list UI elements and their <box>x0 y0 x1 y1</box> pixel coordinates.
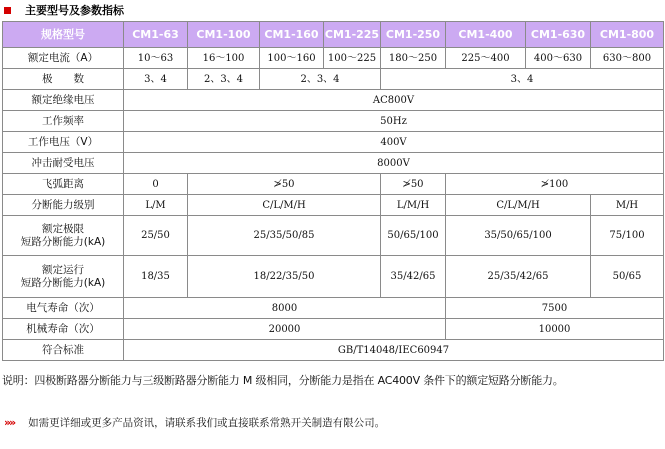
red-square-icon <box>4 7 11 14</box>
row-label: 额定绝缘电压 <box>3 90 124 111</box>
table-cell: 10000 <box>446 319 664 340</box>
table-cell: ≯50 <box>381 174 446 195</box>
table-row <box>3 132 664 153</box>
table-cell: 3、4 <box>124 69 188 90</box>
table-row <box>3 90 664 111</box>
contact-text: 如需更详细或更多产品资讯，请联系我们或直接联系常熟开关制造有限公司。 <box>28 417 386 429</box>
table-cell: 180～250 <box>381 48 446 69</box>
row-label: 工作电压（V） <box>3 132 124 153</box>
table-row <box>3 216 664 256</box>
header-cell: 规格型号 <box>3 22 124 48</box>
table-cell: 100～225 <box>324 48 381 69</box>
row-label: 电气寿命（次） <box>3 298 124 319</box>
table-cell: 400V <box>124 132 664 153</box>
table-cell: 2、3、4 <box>260 69 381 90</box>
table-cell: AC800V <box>124 90 664 111</box>
table-cell: 25/50 <box>124 216 188 256</box>
header-cell: CM1-800 <box>591 22 664 48</box>
table-cell: ≯100 <box>446 174 664 195</box>
header-cell: CM1-400 <box>446 22 526 48</box>
table-cell: 25/35/42/65 <box>446 256 591 298</box>
table-header-row <box>3 22 664 48</box>
row-label <box>3 216 124 256</box>
row-label: 额定电流（A） <box>3 48 124 69</box>
table-cell: 7500 <box>446 298 664 319</box>
table-row <box>3 111 664 132</box>
row-label-line: 额定极限 <box>42 222 84 235</box>
table-cell: GB/T14048/IEC60947 <box>124 340 664 361</box>
table-cell: 8000V <box>124 153 664 174</box>
table-cell: 50/65/100 <box>381 216 446 256</box>
table-row <box>3 195 664 216</box>
row-label-line: 额定运行 <box>42 263 84 276</box>
table-row <box>3 256 664 298</box>
table-cell: 50/65 <box>591 256 664 298</box>
row-label: 冲击耐受电压 <box>3 153 124 174</box>
table-row <box>3 153 664 174</box>
row-label <box>3 256 124 298</box>
row-label: 符合标准 <box>3 340 124 361</box>
table-cell: 20000 <box>124 319 446 340</box>
table-cell: 25/35/50/85 <box>188 216 381 256</box>
row-label: 分断能力级别 <box>3 195 124 216</box>
table-row <box>3 319 664 340</box>
table-cell: 0 <box>124 174 188 195</box>
table-cell: 630～800 <box>591 48 664 69</box>
spec-table <box>2 21 664 361</box>
section-heading <box>4 2 124 18</box>
contact-line <box>4 415 385 430</box>
table-cell: L/M/H <box>381 195 446 216</box>
table-cell: 400～630 <box>526 48 591 69</box>
header-cell: CM1-160 <box>260 22 324 48</box>
table-cell: 16～100 <box>188 48 260 69</box>
table-row <box>3 174 664 195</box>
table-cell: 18/35 <box>124 256 188 298</box>
double-arrow-icon: ›››› <box>4 416 15 429</box>
table-cell: 10～63 <box>124 48 188 69</box>
header-cell: CM1-225 <box>324 22 381 48</box>
table-cell: 35/50/65/100 <box>446 216 591 256</box>
row-label: 机械寿命（次） <box>3 319 124 340</box>
row-label-line: 短路分断能力(kA) <box>20 276 106 289</box>
table-cell: M/H <box>591 195 664 216</box>
table-cell: 2、3、4 <box>188 69 260 90</box>
table-cell: L/M <box>124 195 188 216</box>
header-cell: CM1-100 <box>188 22 260 48</box>
table-cell: 35/42/65 <box>381 256 446 298</box>
table-cell: 8000 <box>124 298 446 319</box>
table-cell: 50Hz <box>124 111 664 132</box>
footnote: 说明：四极断路器分断能力与三级断路器分断能力 M 级相同，分断能力是指在 AC400V 条件下的额定短路分断能力。 <box>2 374 564 387</box>
table-row <box>3 298 664 319</box>
table-cell: 18/22/35/50 <box>188 256 381 298</box>
row-label: 飞弧距离 <box>3 174 124 195</box>
table-row <box>3 69 664 90</box>
header-cell: CM1-250 <box>381 22 446 48</box>
table-cell: ≯50 <box>188 174 381 195</box>
table-cell: 3、4 <box>381 69 664 90</box>
row-label: 工作频率 <box>3 111 124 132</box>
table-cell: C/L/M/H <box>446 195 591 216</box>
header-cell: CM1-63 <box>124 22 188 48</box>
row-label-line: 短路分断能力(kA) <box>20 235 106 248</box>
table-cell: 225～400 <box>446 48 526 69</box>
row-label: 极 数 <box>3 69 124 90</box>
table-cell: 100～160 <box>260 48 324 69</box>
section-title: 主要型号及参数指标 <box>25 4 124 17</box>
table-cell: C/L/M/H <box>188 195 381 216</box>
table-row <box>3 340 664 361</box>
table-row <box>3 48 664 69</box>
table-cell: 75/100 <box>591 216 664 256</box>
header-cell: CM1-630 <box>526 22 591 48</box>
